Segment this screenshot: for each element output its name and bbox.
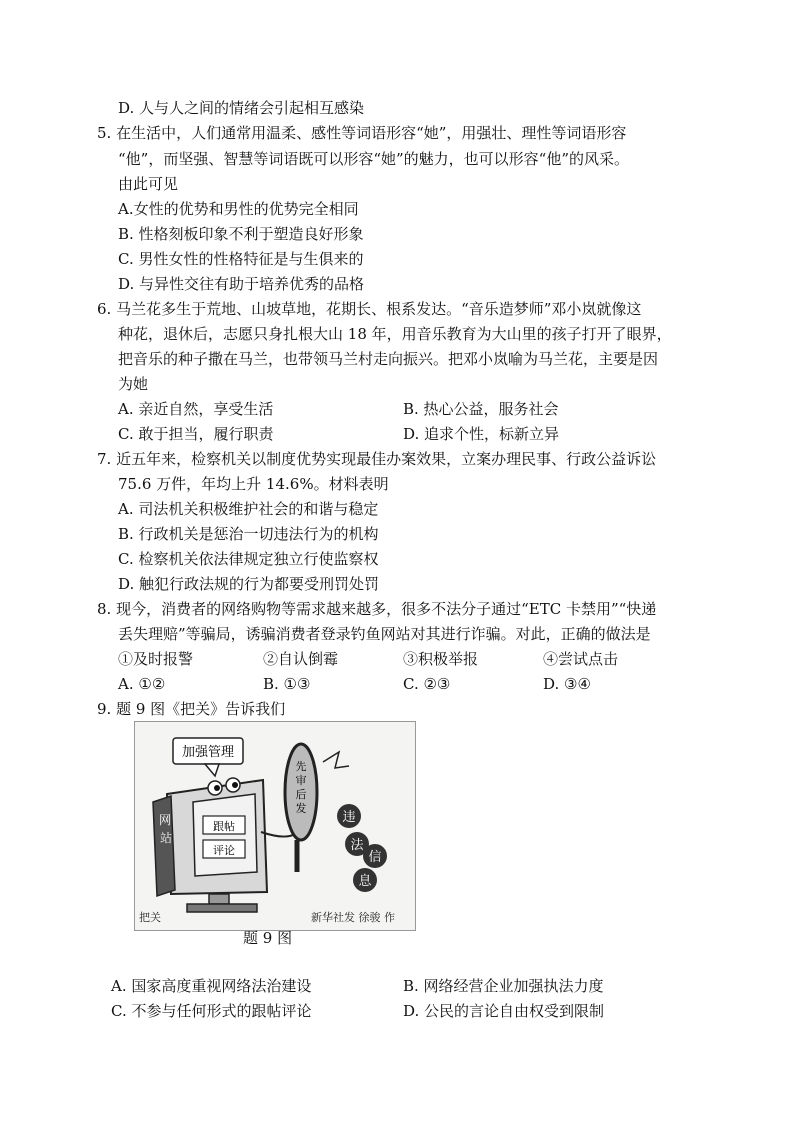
q8-option-c: C. ②③: [403, 675, 451, 693]
lens-char-2: 审: [295, 774, 307, 787]
q7-option-a: A. 司法机关积极维护社会的和谐与稳定: [118, 500, 379, 518]
svg-text:息: 息: [358, 874, 372, 889]
cartoon-illustration: [135, 722, 415, 930]
lens-char-1: 先: [295, 760, 307, 773]
q7-option-d: D. 触犯行政法规的行为都要受刑罚处罚: [118, 575, 380, 593]
q8-item-1: ①及时报警: [118, 650, 194, 668]
q8-item-3: ③积极举报: [403, 650, 479, 668]
alert-spikes: [323, 752, 349, 768]
q6-option-d: D. 追求个性，标新立异: [403, 425, 560, 443]
lens-char-3: 后: [295, 788, 307, 801]
q9-stem: 9. 题 9 图《把关》告诉我们: [97, 700, 286, 718]
q8-option-d: D. ③④: [543, 675, 591, 693]
q9-option-b: B. 网络经营企业加强执法力度: [403, 977, 604, 995]
q5-stem-line-1: 5. 在生活中，人们通常用温柔、感性等词语形容“她”，用强壮、理性等词语形容: [97, 124, 627, 142]
monitor-screen: [193, 794, 257, 876]
q7-option-b: B. 行政机关是惩治一切违法行为的机构: [118, 525, 379, 543]
q6-stem-line-1: 6. 马兰花多生于荒地、山坡草地，花期长、根系发达。“音乐造梦师”邓小岚就像这: [97, 300, 642, 318]
site-label-char-1: 网: [158, 813, 172, 827]
q5-stem-line-3: 由此可见: [118, 175, 179, 193]
monitor-base: [187, 904, 257, 912]
q6-option-a: A. 亲近自然，享受生活: [118, 400, 274, 418]
q8-option-b: B. ①③: [263, 675, 311, 693]
word-4-tag: [353, 868, 377, 892]
word-3-tag: [363, 844, 387, 868]
figure-title: 题 9 图: [243, 929, 293, 947]
q6-stem-line-4: 为她: [118, 375, 149, 393]
q7-stem-line-2: 75.6 万件，年均上升 14.6%。材料表明: [118, 475, 389, 493]
site-label-char-2: 站: [159, 831, 173, 845]
q8-option-a: A. ①②: [118, 675, 166, 693]
svg-text:违: 违: [342, 810, 356, 825]
screen-label-1: 跟帖: [213, 820, 235, 833]
q6-option-b: B. 热心公益，服务社会: [403, 400, 559, 418]
q5-option-c: C. 男性女性的性格特征是与生俱来的: [118, 250, 364, 268]
q6-stem-line-3: 把音乐的种子撒在马兰，也带领马兰村走向振兴。把邓小岚喻为马兰花，主要是因: [118, 350, 659, 368]
cartoon-figure: [134, 721, 416, 931]
svg-text:法: 法: [350, 838, 364, 853]
q7-option-c: C. 检察机关依法律规定独立行使监察权: [118, 550, 379, 568]
q9-option-a: A. 国家高度重视网络法治建设: [111, 977, 312, 995]
q8-item-4: ④尝试点击: [543, 650, 619, 668]
q8-stem-line-2: 丢失理赔”等骗局，诱骗消费者登录钓鱼网站对其进行诈骗。对此，正确的做法是: [118, 625, 651, 643]
screen-label-2: 评论: [213, 844, 235, 857]
word-1-tag: [337, 804, 361, 828]
lens-char-4: 发: [295, 802, 307, 815]
q5-option-a: A.女性的优势和男性的优势完全相同: [118, 200, 359, 218]
q4-option-d: D. 人与人之间的情绪会引起相互感染: [118, 99, 365, 117]
q8-stem-line-1: 8. 现今，消费者的网络购物等需求越来越多，很多不法分子通过“ETC 卡禁用”“快递: [97, 600, 657, 618]
cartoon-caption-left: 把关: [139, 911, 161, 924]
svg-text:信: 信: [368, 850, 382, 865]
q9-option-d: D. 公民的言论自由权受到限制: [403, 1002, 605, 1020]
q9-option-c: C. 不参与任何形式的跟帖评论: [111, 1002, 312, 1020]
bubble-text: 加强管理: [181, 745, 235, 760]
q5-option-d: D. 与异性交往有助于培养优秀的品格: [118, 275, 365, 293]
q5-stem-line-2: “他”，而坚强、智慧等词语既可以形容“她”的魅力，也可以形容“他”的风采。: [118, 150, 630, 168]
q6-stem-line-2: 种花，退休后，志愿只身扎根大山 18 年，用音乐教育为大山里的孩子打开了眼界，: [118, 325, 672, 343]
q7-stem-line-1: 7. 近五年来，检察机关以制度优势实现最佳办案效果，立案办理民事、行政公益诉讼: [97, 450, 657, 468]
monitor-side: [153, 796, 175, 896]
q5-option-b: B. 性格刻板印象不利于塑造良好形象: [118, 225, 364, 243]
q8-item-2: ②自认倒霉: [263, 650, 339, 668]
q6-option-c: C. 敢于担当，履行职责: [118, 425, 274, 443]
cartoon-caption-right: 新华社发 徐骏 作: [311, 911, 395, 924]
monitor-stand: [209, 894, 229, 904]
